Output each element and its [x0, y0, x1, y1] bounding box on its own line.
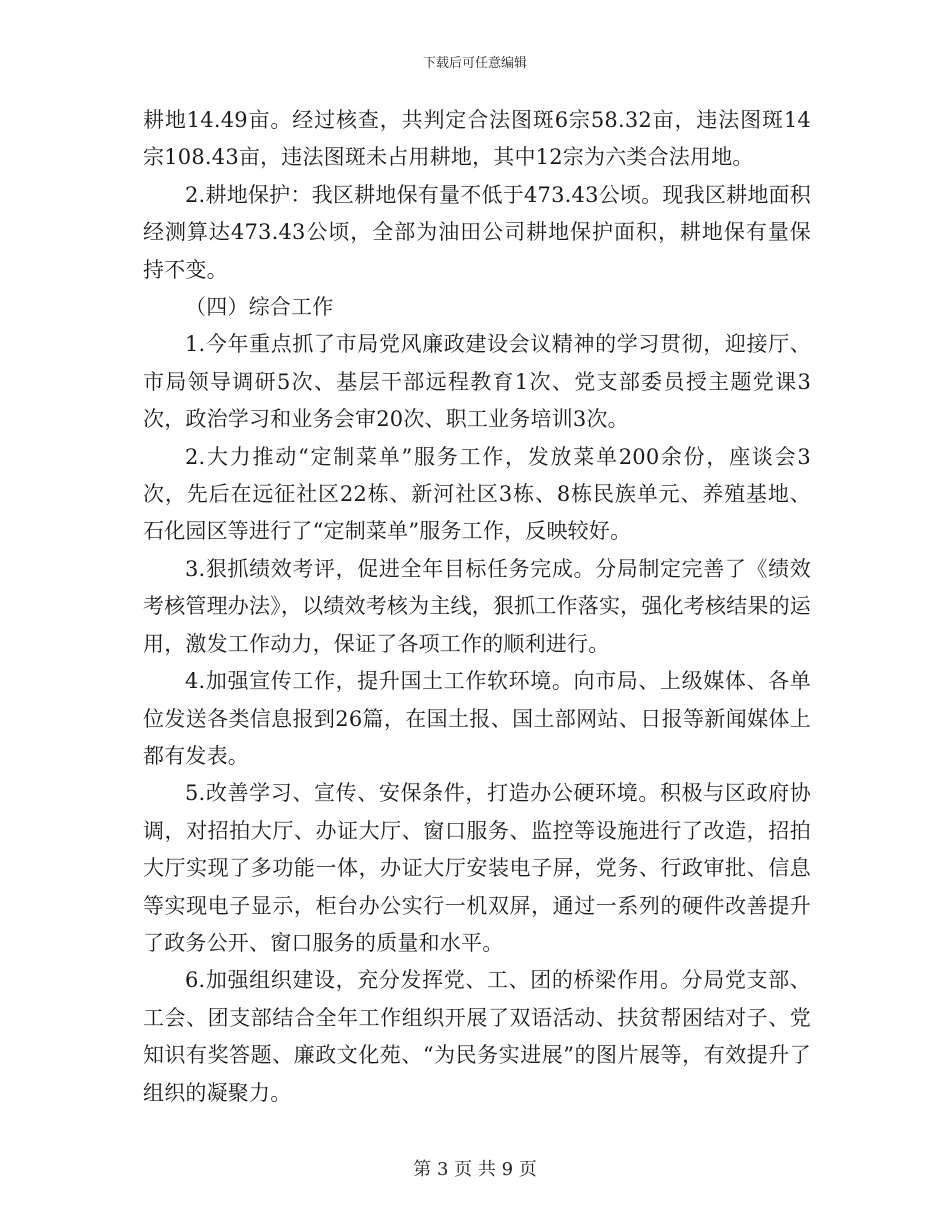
paragraph-item-3: 3.狠抓绩效考评，促进全年目标任务完成。分局制定完善了《绩效考核管理办法》，以绩效考核为主线，狠抓工作落实，强化考核结果的运用，激发工作动力，保证了各项工作的顺利进行。 — [143, 556, 811, 656]
document-body — [143, 102, 811, 1112]
page-footer-page-number: 第 3 页 共 9 页 — [413, 1159, 537, 1180]
paragraph-item-4: 4.加强宣传工作，提升国土工作软环境。向市局、上级媒体、各单位发送各类信息报到26篇，在国土报、国土部网站、日报等新闻媒体上都有发表。 — [143, 669, 811, 768]
page-header: 下载后可任意编辑 — [422, 56, 527, 71]
paragraph-item-1: 1.今年重点抓了市局党风廉政建设会议精神的学习贯彻，迎接厅、市局领导调研5次、基层干部远程教育1次、党支部委员授主题党课3次，政治学习和业务会审20次、职工业务培训3次。 — [143, 332, 811, 432]
paragraph-item-6: 6.加强组织建设，充分发挥党、工、团的桥梁作用。分局党支部、工会、团支部结合全年工作组织开展了双语活动、扶贫帮困结对子、党知识有奖答题、廉政文化苑、“为民务实进展”的图片展等，有效提升了组织的凝聚力。 — [143, 968, 811, 1105]
paragraph-farmland-protection: 2.耕地保护：我区耕地保有量不低于473.43公顷。现我区耕地面积经测算达473.43公顷，全部为油田公司耕地保护面积，耕地保有量保持不变。 — [143, 182, 811, 282]
section-heading-comprehensive-work: （四）综合工作 — [185, 295, 334, 320]
paragraph-item-5: 5.改善学习、宣传、安保条件，打造办公硬环境。积极与区政府协调，对招拍大厅、办证大厅、窗口服务、监控等设施进行了改造，招拍大厅实现了多功能一体，办证大厅安装电子屏，党务、行政审批、信息等实现电子显示，柜台办公实行一机双屏，通过一系列的硬件改善提升了政务公开、窗口服务的质量和水平。 — [143, 781, 811, 955]
paragraph-item-2: 2.大力推动“定制菜单”服务工作，发放菜单200余份，座谈会3次，先后在远征社区22栋、新河社区3栋、8栋民族单元、养殖基地、石化园区等进行了“定制菜单”服务工作，反映较好。 — [143, 444, 811, 544]
paragraph-farmland-verification: 耕地14.49亩。经过核查，共判定合法图斑6宗58.32亩，违法图斑14宗108.43亩，违法图斑未占用耕地，其中12宗为六类合法用地。 — [143, 108, 811, 170]
